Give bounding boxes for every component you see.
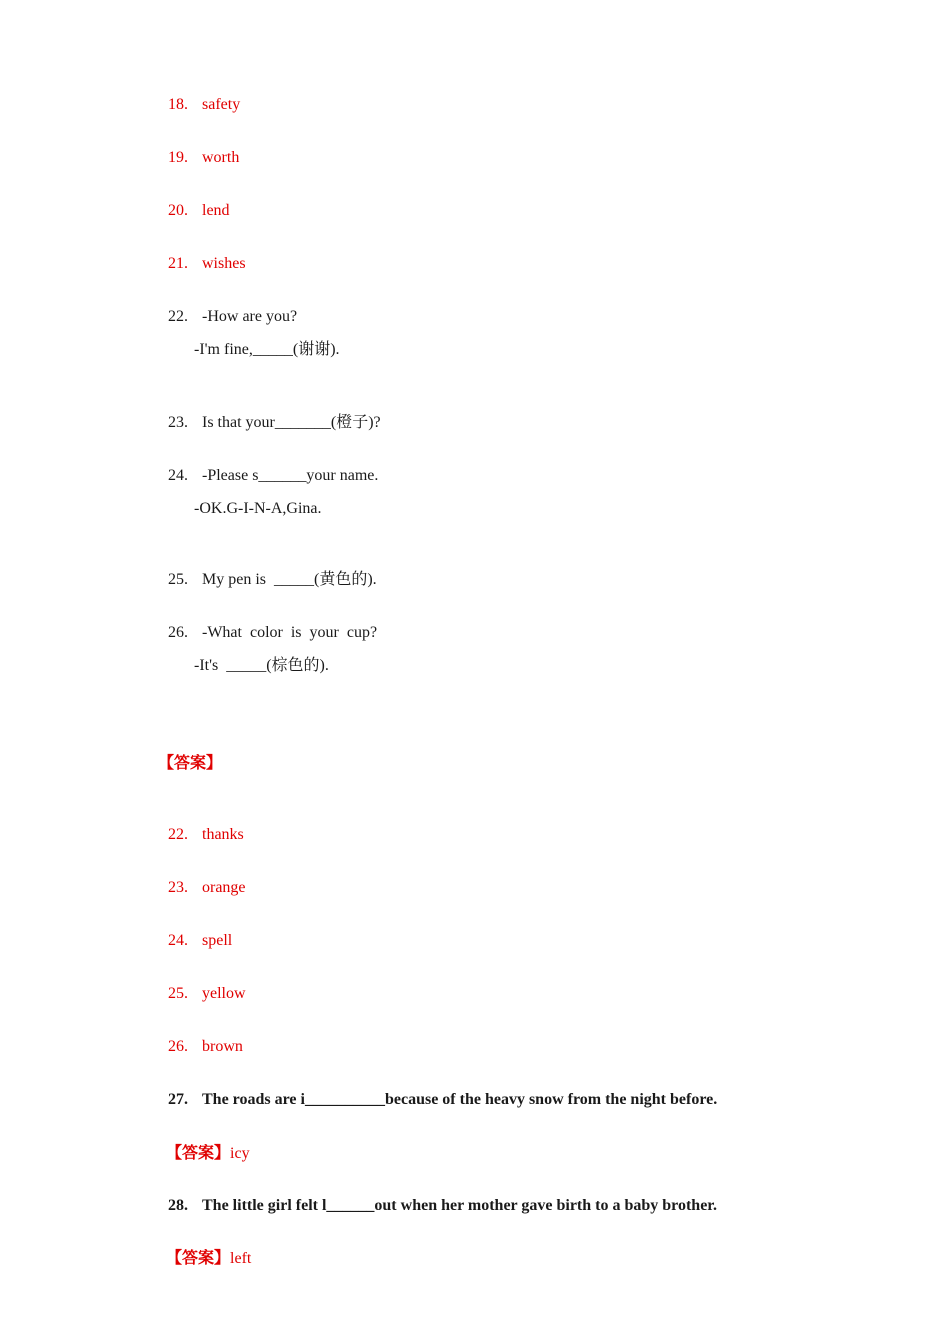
answer-27 [158, 1124, 250, 1164]
question-24-response: -OK.G-I-N-A,Gina. [194, 500, 322, 517]
answer-item-22 [160, 805, 244, 845]
answer-28 [158, 1229, 251, 1269]
answer-text: lend [202, 202, 230, 219]
answer-text: orange [202, 879, 246, 896]
answer-text: worth [202, 149, 240, 166]
answer-label: 【答案】 [158, 755, 223, 772]
item-number: 19. [168, 149, 188, 166]
answer-item-20 [160, 181, 230, 221]
question-26-response: -It's _____(棕色的). [194, 657, 329, 674]
answer-text: left [230, 1250, 252, 1267]
answer-item-18 [160, 75, 240, 115]
answer-text: wishes [202, 255, 246, 272]
item-number: 26. [168, 624, 188, 641]
answer-text: icy [230, 1145, 250, 1162]
question-text: My pen is _____(黄色的). [202, 571, 377, 588]
question-28 [160, 1176, 717, 1216]
answer-item-26 [160, 1017, 243, 1057]
item-number: 23. [168, 414, 188, 431]
answer-item-25 [160, 964, 246, 1004]
question-27 [160, 1070, 717, 1110]
answer-text: safety [202, 96, 241, 113]
question-25 [160, 550, 377, 590]
item-number: 22. [168, 826, 188, 843]
item-number: 18. [168, 96, 188, 113]
question-text: -Please s______your name. [202, 467, 379, 484]
answer-text: brown [202, 1038, 243, 1055]
question-23 [160, 393, 381, 433]
question-22 [160, 287, 297, 327]
question-text: -How are you? [202, 308, 298, 325]
item-number: 23. [168, 879, 188, 896]
item-number: 24. [168, 932, 188, 949]
question-22-response: -I'm fine,_____(谢谢). [194, 341, 340, 358]
answer-item-23 [160, 858, 246, 898]
item-number: 26. [168, 1038, 188, 1055]
item-number: 27. [168, 1091, 188, 1108]
answer-label: 【答案】 [166, 1145, 231, 1162]
question-text: Is that your_______(橙子)? [202, 414, 381, 431]
answer-text: thanks [202, 826, 244, 843]
item-number: 28. [168, 1197, 188, 1214]
question-24 [160, 446, 378, 486]
answer-item-21 [160, 234, 246, 274]
item-number: 25. [168, 571, 188, 588]
question-26 [160, 603, 377, 643]
item-number: 20. [168, 202, 188, 219]
item-number: 21. [168, 255, 188, 272]
question-text: The little girl felt l______out when her mother gave birth to a baby brother. [202, 1197, 717, 1214]
item-number: 22. [168, 308, 188, 325]
answer-label: 【答案】 [166, 1250, 231, 1267]
item-number: 25. [168, 985, 188, 1002]
item-number: 24. [168, 467, 188, 484]
answer-text: spell [202, 932, 233, 949]
answer-item-24 [160, 911, 232, 951]
question-text: -What color is your cup? [202, 624, 378, 641]
question-text: The roads are i__________because of the heavy snow from the night before. [202, 1091, 718, 1108]
answer-text: yellow [202, 985, 246, 1002]
answer-item-19 [160, 128, 239, 168]
